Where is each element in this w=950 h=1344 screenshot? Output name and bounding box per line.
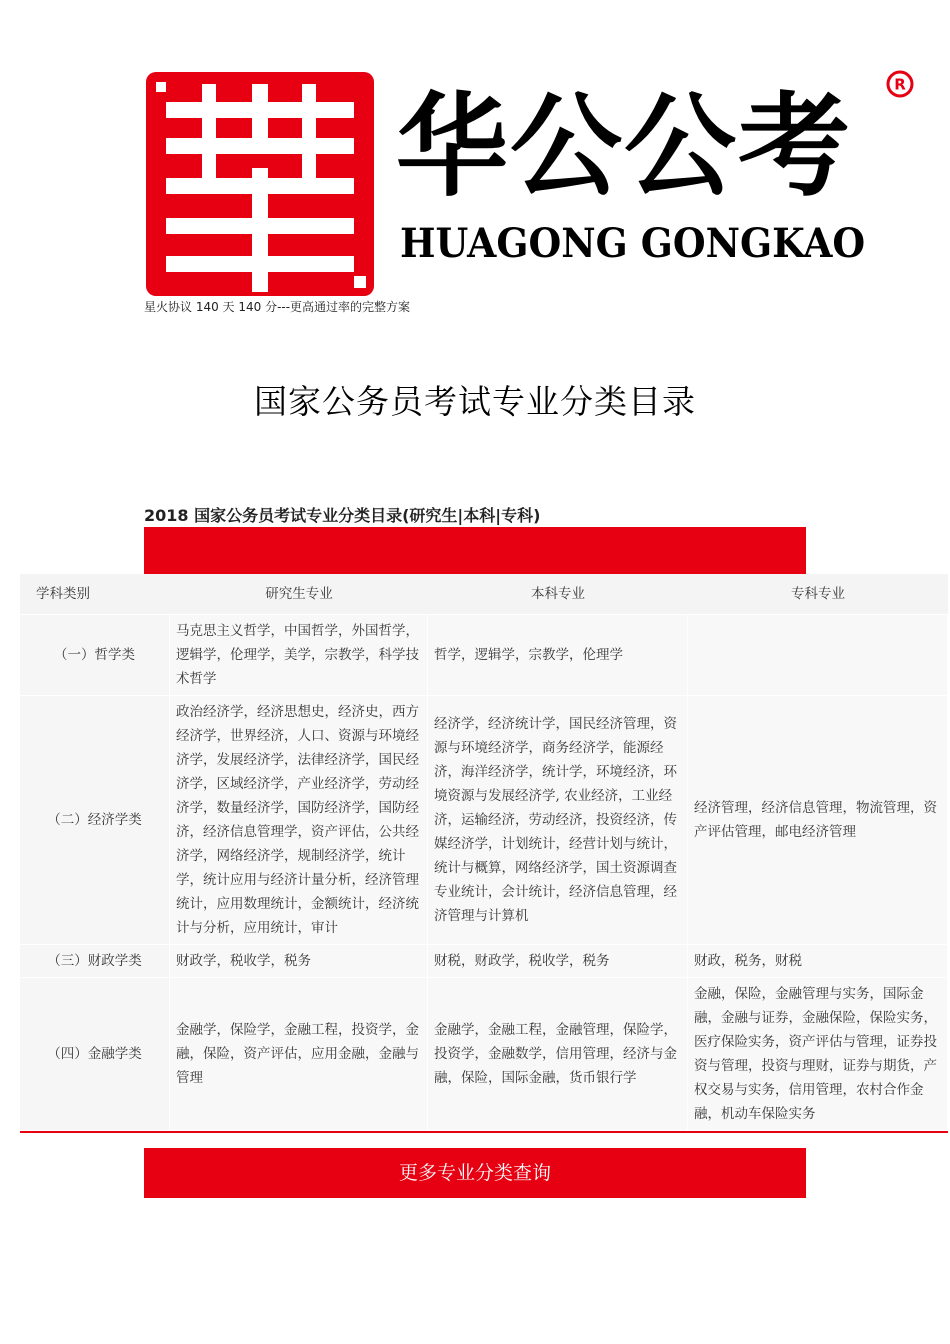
college-cell bbox=[688, 615, 948, 696]
logo bbox=[142, 62, 922, 302]
graduate-cell: 财政学，税收学，税务 bbox=[170, 945, 428, 978]
table-bottom-divider bbox=[20, 1131, 948, 1133]
tagline: 星火协议 140 天 140 分---更高通过率的完整方案 bbox=[144, 300, 411, 314]
logo-english-name: HUAGONG GONGKAO bbox=[400, 220, 866, 267]
table-row bbox=[20, 945, 948, 978]
majors-table-container bbox=[20, 574, 950, 1131]
undergraduate-cell: 哲学，逻辑学，宗教学，伦理学 bbox=[428, 615, 688, 696]
graduate-cell: 金融学，保险学，金融工程，投资学，金融，保险，资产评估，应用金融，金融与管理 bbox=[170, 978, 428, 1131]
registered-mark-icon bbox=[886, 70, 914, 98]
undergraduate-cell: 金融学，金融工程，金融管理，保险学，投资学，金融数学，信用管理，经济与金融，保险，国际金融，货币银行学 bbox=[428, 978, 688, 1131]
table-row bbox=[20, 615, 948, 696]
column-header-undergraduate: 本科专业 bbox=[428, 574, 688, 615]
category-cell: （二）经济学类 bbox=[20, 696, 170, 945]
college-cell: 金融，保险，金融管理与实务，国际金融，金融与证券，金融保险，保险实务，医疗保险实务，资产评估与管理，证券投资与管理，投资与理财，证券与期货，产权交易与实务，信用管理，农村合作金融，机动车保险实务 bbox=[688, 978, 948, 1131]
page-title: 国家公务员考试专业分类目录 bbox=[254, 382, 696, 421]
category-cell: （三）财政学类 bbox=[20, 945, 170, 978]
seal-logo-icon bbox=[142, 68, 378, 300]
category-cell: （一）哲学类 bbox=[20, 615, 170, 696]
table-row bbox=[20, 978, 948, 1131]
section-subtitle: 2018 国家公务员考试专业分类目录(研究生|本科|专科) bbox=[144, 506, 541, 525]
column-header-college: 专科专业 bbox=[688, 574, 948, 615]
undergraduate-cell: 财税，财政学，税收学，税务 bbox=[428, 945, 688, 978]
table-header-row bbox=[20, 574, 948, 615]
category-cell: （四）金融学类 bbox=[20, 978, 170, 1131]
college-cell: 财政，税务，财税 bbox=[688, 945, 948, 978]
logo-chinese-name: 华公公考 bbox=[396, 82, 852, 212]
table-row bbox=[20, 696, 948, 945]
undergraduate-cell: 经济学，经济统计学，国民经济管理，资源与环境经济学，商务经济学，能源经济，海洋经济学，统计学，环境经济，环境资源与发展经济学, 农业经济，工业经济，运输经济，劳动经济，投资经济，传媒经济学，计划统计，经营计划与统计，统计与概算，网络经济学，国土资源调查专业统计，会计统计，经济信息管理，经济管理与计算机 bbox=[428, 696, 688, 945]
graduate-cell: 政治经济学，经济思想史，经济史，西方经济学，世界经济，人口、资源与环境经济学，发展经济学，法律经济学，国民经济学，区域经济学，产业经济学，劳动经济学，数量经济学，国防经济学，国防经济，经济信息管理学，资产评估，公共经济学，网络经济学，规制经济学，统计学，统计应用与经济计量分析，经济管理统计，应用数理统计，金额统计，经济统计与分析，应用统计，审计 bbox=[170, 696, 428, 945]
graduate-cell: 马克思主义哲学，中国哲学，外国哲学，逻辑学，伦理学，美学，宗教学，科学技术哲学 bbox=[170, 615, 428, 696]
column-header-graduate: 研究生专业 bbox=[170, 574, 428, 615]
more-majors-query-button[interactable]: 更多专业分类查询 bbox=[144, 1148, 806, 1198]
red-banner-bar bbox=[144, 527, 806, 574]
svg-text:R: R bbox=[894, 75, 906, 94]
college-cell: 经济管理，经济信息管理，物流管理，资产评估管理，邮电经济管理 bbox=[688, 696, 948, 945]
majors-table bbox=[20, 574, 948, 1131]
column-header-category: 学科类别 bbox=[20, 574, 170, 615]
